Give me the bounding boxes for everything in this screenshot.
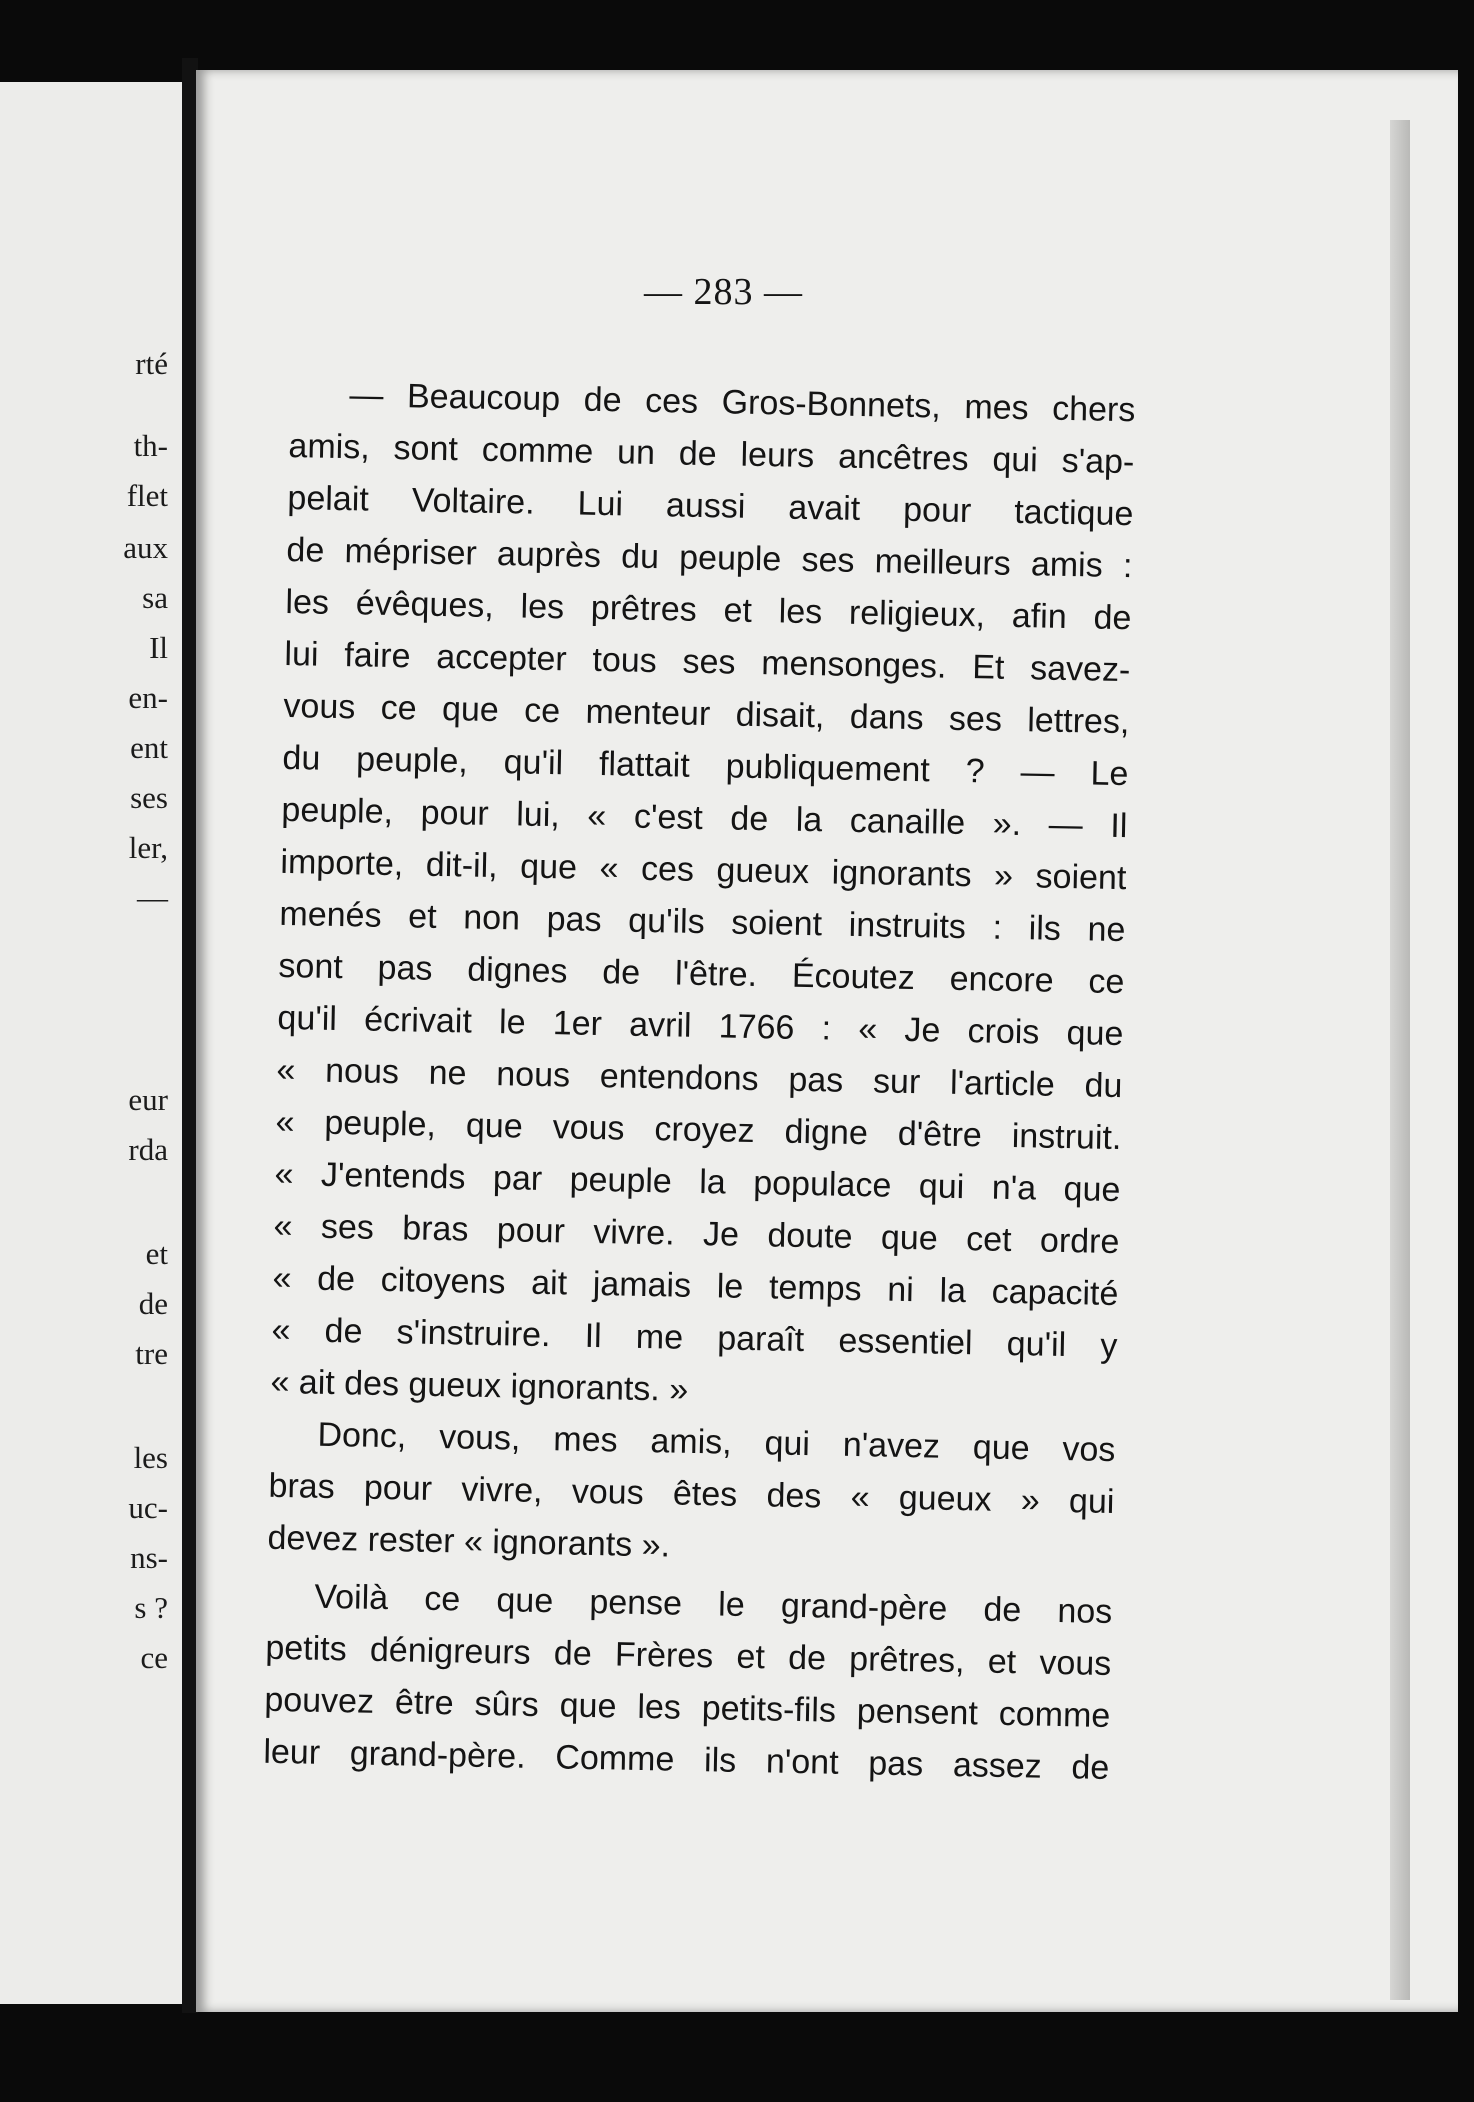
text-line: « ait des gueux ignorants. » <box>270 1362 689 1409</box>
text-line: importe, dit-il, que « ces gueux ignorants » soient <box>280 842 1127 898</box>
text-line: pouvez être sûrs que les petits-fils pensent comme <box>264 1680 1111 1735</box>
text-line: devez rester « ignorants ». <box>267 1518 671 1565</box>
text-line: leur grand-père. Comme ils n'ont pas assez de <box>263 1732 1110 1787</box>
text-line: — Beaucoup de ces Gros-Bonnets, mes chers <box>349 376 1136 430</box>
text-line: « J'entends par peuple la populace qui n'a que <box>274 1154 1121 1210</box>
previous-page-fragment: ce <box>140 1640 168 1675</box>
previous-page-fragment: s ? <box>134 1590 168 1625</box>
text-line: menés et non pas qu'ils soient instruits : ils ne <box>279 894 1126 950</box>
text-line: Donc, vous, mes amis, qui n'avez que vos <box>317 1415 1116 1470</box>
previous-page-fragment: et <box>145 1236 168 1271</box>
previous-page-fragment: rté <box>135 346 168 381</box>
previous-page-fragment: ns- <box>130 1540 168 1575</box>
page-body-text <box>263 368 1136 1794</box>
previous-page-fragment: de <box>138 1286 168 1321</box>
page-edge-shadow <box>1390 120 1410 2000</box>
text-line: « de citoyens ait jamais le temps ni la capacité <box>272 1258 1119 1314</box>
text-line: « peuple, que vous croyez digne d'être instruit. <box>275 1102 1122 1158</box>
previous-page-fragment: rda <box>128 1132 168 1167</box>
text-line: « nous ne nous entendons pas sur l'article du <box>276 1050 1123 1106</box>
text-line: de mépriser auprès du peuple ses meilleurs amis : <box>286 530 1133 586</box>
previous-page-fragment: sa <box>142 580 168 615</box>
text-line: « ses bras pour vivre. Je doute que cet ordre <box>273 1206 1120 1262</box>
previous-page-fragment: Il <box>149 630 168 665</box>
previous-page-fragment: ent <box>130 730 168 765</box>
page-number: — 283 — <box>644 271 803 313</box>
previous-page-fragment: tre <box>135 1336 168 1371</box>
previous-page-fragment: en- <box>128 680 168 715</box>
text-line: lui faire accepter tous ses mensonges. Et savez- <box>284 634 1131 690</box>
text-line: sont pas dignes de l'être. Écoutez encore ce <box>278 946 1125 1002</box>
previous-page-fragment: uc- <box>128 1490 168 1525</box>
previous-page-fragment: flet <box>126 478 168 513</box>
text-line: Voilà ce que pense le grand-père de nos <box>314 1577 1113 1632</box>
text-line: amis, sont comme un de leurs ancêtres qui s'ap- <box>288 426 1135 482</box>
text-line: du peuple, qu'il flattait publiquement ? — Le <box>282 738 1129 794</box>
previous-page-fragment: les <box>133 1440 168 1475</box>
previous-page-edge <box>0 82 182 2004</box>
text-line: pelait Voltaire. Lui aussi avait pour tactique <box>287 478 1134 534</box>
previous-page-fragment: — <box>137 880 168 915</box>
previous-page-fragment: ler, <box>128 830 168 865</box>
text-line: vous ce que ce menteur disait, dans ses lettres, <box>283 686 1130 742</box>
text-line: bras pour vivre, vous êtes des « gueux » qui <box>268 1466 1115 1522</box>
previous-page-fragment: th- <box>133 428 168 463</box>
text-line: « de s'instruire. Il me paraît essentiel qu'il y <box>271 1310 1118 1366</box>
previous-page-fragment: ses <box>130 780 168 815</box>
previous-page-fragment: aux <box>123 530 168 565</box>
previous-page-fragment: eur <box>128 1082 168 1117</box>
text-line: peuple, pour lui, « c'est de la canaille ». — Il <box>281 790 1128 846</box>
text-line: les évêques, les prêtres et les religieux, afin de <box>285 582 1132 638</box>
text-line: qu'il écrivait le 1er avril 1766 : « Je crois que <box>277 998 1124 1054</box>
text-line: petits dénigreurs de Frères et de prêtres, et vous <box>265 1628 1112 1684</box>
